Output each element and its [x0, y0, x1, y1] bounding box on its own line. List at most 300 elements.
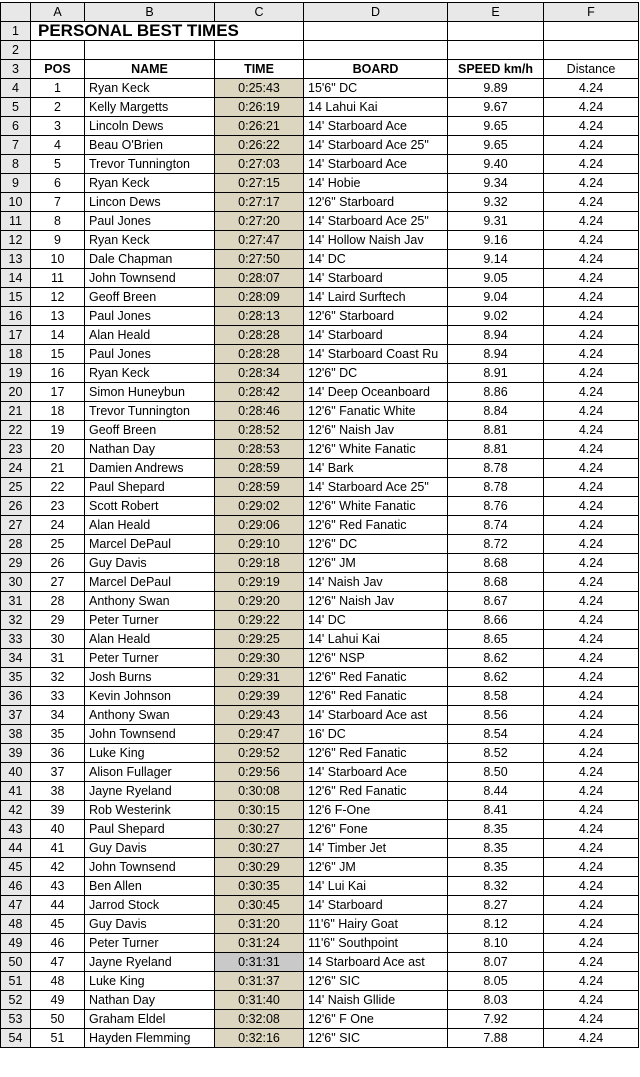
row-number[interactable]: 38 [1, 725, 31, 744]
name-cell[interactable]: Paul Shepard [85, 820, 215, 839]
pos-cell[interactable]: 18 [31, 402, 85, 421]
name-cell[interactable]: Ben Allen [85, 877, 215, 896]
speed-cell[interactable]: 8.81 [448, 440, 544, 459]
pos-cell[interactable]: 15 [31, 345, 85, 364]
time-cell[interactable]: 0:28:53 [215, 440, 304, 459]
time-cell[interactable]: 0:29:31 [215, 668, 304, 687]
time-cell[interactable]: 0:26:19 [215, 98, 304, 117]
row-number[interactable]: 10 [1, 193, 31, 212]
time-cell[interactable]: 0:29:06 [215, 516, 304, 535]
speed-cell[interactable]: 9.31 [448, 212, 544, 231]
name-cell[interactable]: Lincoln Dews [85, 117, 215, 136]
name-cell[interactable]: John Townsend [85, 269, 215, 288]
speed-cell[interactable]: 8.62 [448, 668, 544, 687]
board-cell[interactable]: 14' Starboard Ace 25" [304, 212, 448, 231]
name-cell[interactable]: Kelly Margetts [85, 98, 215, 117]
pos-cell[interactable]: 49 [31, 991, 85, 1010]
name-cell[interactable]: Jayne Ryeland [85, 782, 215, 801]
name-cell[interactable]: Jayne Ryeland [85, 953, 215, 972]
name-cell[interactable]: Peter Turner [85, 649, 215, 668]
name-cell[interactable]: Damien Andrews [85, 459, 215, 478]
name-cell[interactable]: Ryan Keck [85, 231, 215, 250]
time-cell[interactable]: 0:28:09 [215, 288, 304, 307]
distance-cell[interactable]: 4.24 [544, 421, 639, 440]
name-cell[interactable]: John Townsend [85, 858, 215, 877]
distance-cell[interactable]: 4.24 [544, 459, 639, 478]
distance-cell[interactable]: 4.24 [544, 820, 639, 839]
name-cell[interactable]: Paul Jones [85, 307, 215, 326]
cell[interactable] [544, 41, 639, 60]
name-cell[interactable]: Geoff Breen [85, 421, 215, 440]
name-cell[interactable]: Ryan Keck [85, 174, 215, 193]
time-cell[interactable]: 0:31:37 [215, 972, 304, 991]
time-cell[interactable]: 0:29:52 [215, 744, 304, 763]
board-cell[interactable]: 12'6" Red Fanatic [304, 687, 448, 706]
speed-cell[interactable]: 8.68 [448, 554, 544, 573]
time-cell[interactable]: 0:29:20 [215, 592, 304, 611]
pos-cell[interactable]: 39 [31, 801, 85, 820]
speed-cell[interactable]: 8.94 [448, 345, 544, 364]
distance-cell[interactable]: 4.24 [544, 801, 639, 820]
pos-cell[interactable]: 41 [31, 839, 85, 858]
row-number[interactable]: 54 [1, 1029, 31, 1048]
pos-cell[interactable]: 12 [31, 288, 85, 307]
time-cell[interactable]: 0:29:25 [215, 630, 304, 649]
row-number[interactable]: 47 [1, 896, 31, 915]
board-cell[interactable]: 14' DC [304, 611, 448, 630]
board-cell[interactable]: 14' Naish Gllide [304, 991, 448, 1010]
row-number[interactable]: 3 [1, 60, 31, 79]
pos-cell[interactable]: 47 [31, 953, 85, 972]
distance-header[interactable]: Distance [544, 60, 639, 79]
time-cell[interactable]: 0:27:03 [215, 155, 304, 174]
speed-cell[interactable]: 9.05 [448, 269, 544, 288]
pos-cell[interactable]: 40 [31, 820, 85, 839]
time-cell[interactable]: 0:28:28 [215, 326, 304, 345]
pos-cell[interactable]: 27 [31, 573, 85, 592]
time-cell[interactable]: 0:28:59 [215, 478, 304, 497]
distance-cell[interactable]: 4.24 [544, 497, 639, 516]
distance-cell[interactable]: 4.24 [544, 611, 639, 630]
speed-cell[interactable]: 8.66 [448, 611, 544, 630]
name-cell[interactable]: Beau O'Brien [85, 136, 215, 155]
row-number[interactable]: 25 [1, 478, 31, 497]
time-cell[interactable]: 0:29:43 [215, 706, 304, 725]
speed-cell[interactable]: 8.76 [448, 497, 544, 516]
time-cell[interactable]: 0:27:20 [215, 212, 304, 231]
time-cell[interactable]: 0:27:15 [215, 174, 304, 193]
pos-cell[interactable]: 34 [31, 706, 85, 725]
pos-cell[interactable]: 3 [31, 117, 85, 136]
name-cell[interactable]: Trevor Tunnington [85, 402, 215, 421]
time-cell[interactable]: 0:29:47 [215, 725, 304, 744]
board-cell[interactable]: 12'6" NSP [304, 649, 448, 668]
name-cell[interactable]: Trevor Tunnington [85, 155, 215, 174]
board-cell[interactable]: 14' Starboard Ace 25" [304, 136, 448, 155]
row-number[interactable]: 9 [1, 174, 31, 193]
speed-cell[interactable]: 8.05 [448, 972, 544, 991]
column-header-b[interactable]: B [85, 3, 215, 22]
row-number[interactable]: 24 [1, 459, 31, 478]
board-header[interactable]: BOARD [304, 60, 448, 79]
pos-cell[interactable]: 33 [31, 687, 85, 706]
distance-cell[interactable]: 4.24 [544, 687, 639, 706]
board-cell[interactable]: 12'6" Naish Jav [304, 421, 448, 440]
pos-cell[interactable]: 45 [31, 915, 85, 934]
board-cell[interactable]: 14' Naish Jav [304, 573, 448, 592]
speed-cell[interactable]: 8.62 [448, 649, 544, 668]
distance-cell[interactable]: 4.24 [544, 858, 639, 877]
row-number[interactable]: 48 [1, 915, 31, 934]
time-cell[interactable]: 0:26:21 [215, 117, 304, 136]
time-cell[interactable]: 0:30:27 [215, 839, 304, 858]
pos-cell[interactable]: 9 [31, 231, 85, 250]
time-cell[interactable]: 0:28:46 [215, 402, 304, 421]
distance-cell[interactable]: 4.24 [544, 212, 639, 231]
pos-cell[interactable]: 46 [31, 934, 85, 953]
distance-cell[interactable]: 4.24 [544, 896, 639, 915]
pos-cell[interactable]: 48 [31, 972, 85, 991]
name-cell[interactable]: Jarrod Stock [85, 896, 215, 915]
speed-cell[interactable]: 8.67 [448, 592, 544, 611]
name-cell[interactable]: Anthony Swan [85, 706, 215, 725]
distance-cell[interactable]: 4.24 [544, 839, 639, 858]
board-cell[interactable]: 12'6" DC [304, 535, 448, 554]
board-cell[interactable]: 12'6" Naish Jav [304, 592, 448, 611]
pos-cell[interactable]: 20 [31, 440, 85, 459]
pos-cell[interactable]: 32 [31, 668, 85, 687]
distance-cell[interactable]: 4.24 [544, 174, 639, 193]
row-number[interactable]: 15 [1, 288, 31, 307]
speed-cell[interactable]: 8.52 [448, 744, 544, 763]
time-cell[interactable]: 0:28:59 [215, 459, 304, 478]
board-cell[interactable]: 12'6" Red Fanatic [304, 668, 448, 687]
name-cell[interactable]: Anthony Swan [85, 592, 215, 611]
name-cell[interactable]: Geoff Breen [85, 288, 215, 307]
row-number[interactable]: 32 [1, 611, 31, 630]
board-cell[interactable]: 12'6" JM [304, 858, 448, 877]
row-number[interactable]: 52 [1, 991, 31, 1010]
name-cell[interactable]: Nathan Day [85, 440, 215, 459]
distance-cell[interactable]: 4.24 [544, 269, 639, 288]
name-cell[interactable]: Hayden Flemming [85, 1029, 215, 1048]
time-cell[interactable]: 0:29:19 [215, 573, 304, 592]
speed-cell[interactable]: 8.56 [448, 706, 544, 725]
distance-cell[interactable]: 4.24 [544, 98, 639, 117]
board-cell[interactable]: 12'6" SIC [304, 1029, 448, 1048]
name-cell[interactable]: Rob Westerink [85, 801, 215, 820]
name-cell[interactable]: Ryan Keck [85, 364, 215, 383]
board-cell[interactable]: 12'6" Fanatic White [304, 402, 448, 421]
speed-cell[interactable]: 7.88 [448, 1029, 544, 1048]
time-cell[interactable]: 0:28:42 [215, 383, 304, 402]
pos-cell[interactable]: 29 [31, 611, 85, 630]
speed-cell[interactable]: 9.04 [448, 288, 544, 307]
distance-cell[interactable]: 4.24 [544, 744, 639, 763]
row-number[interactable]: 46 [1, 877, 31, 896]
speed-cell[interactable]: 8.50 [448, 763, 544, 782]
row-number[interactable]: 44 [1, 839, 31, 858]
time-cell[interactable]: 0:28:13 [215, 307, 304, 326]
pos-cell[interactable]: 51 [31, 1029, 85, 1048]
row-number[interactable]: 6 [1, 117, 31, 136]
speed-cell[interactable]: 9.65 [448, 117, 544, 136]
pos-cell[interactable]: 1 [31, 79, 85, 98]
pos-cell[interactable]: 44 [31, 896, 85, 915]
distance-cell[interactable]: 4.24 [544, 231, 639, 250]
board-cell[interactable]: 16' DC [304, 725, 448, 744]
cell[interactable] [85, 41, 215, 60]
speed-cell[interactable]: 8.84 [448, 402, 544, 421]
board-cell[interactable]: 14' Deep Oceanboard [304, 383, 448, 402]
distance-cell[interactable]: 4.24 [544, 193, 639, 212]
speed-cell[interactable]: 8.68 [448, 573, 544, 592]
name-cell[interactable]: Peter Turner [85, 611, 215, 630]
speed-cell[interactable]: 8.94 [448, 326, 544, 345]
row-number[interactable]: 43 [1, 820, 31, 839]
pos-cell[interactable]: 35 [31, 725, 85, 744]
column-header-d[interactable]: D [304, 3, 448, 22]
board-cell[interactable]: 14' Hobie [304, 174, 448, 193]
row-number[interactable]: 2 [1, 41, 31, 60]
board-cell[interactable]: 12'6" DC [304, 364, 448, 383]
row-number[interactable]: 26 [1, 497, 31, 516]
speed-cell[interactable]: 8.78 [448, 459, 544, 478]
board-cell[interactable]: 14' Hollow Naish Jav [304, 231, 448, 250]
distance-cell[interactable]: 4.24 [544, 953, 639, 972]
board-cell[interactable]: 14' Starboard [304, 326, 448, 345]
column-header-f[interactable]: F [544, 3, 639, 22]
board-cell[interactable]: 11'6" Southpoint [304, 934, 448, 953]
row-number[interactable]: 11 [1, 212, 31, 231]
distance-cell[interactable]: 4.24 [544, 915, 639, 934]
distance-cell[interactable]: 4.24 [544, 440, 639, 459]
speed-cell[interactable]: 9.89 [448, 79, 544, 98]
cell[interactable] [304, 41, 448, 60]
row-number[interactable]: 29 [1, 554, 31, 573]
pos-cell[interactable]: 36 [31, 744, 85, 763]
cell[interactable] [31, 41, 85, 60]
row-number[interactable]: 22 [1, 421, 31, 440]
time-cell[interactable]: 0:29:18 [215, 554, 304, 573]
column-header-c[interactable]: C [215, 3, 304, 22]
speed-cell[interactable]: 8.44 [448, 782, 544, 801]
name-cell[interactable]: Guy Davis [85, 554, 215, 573]
pos-cell[interactable]: 42 [31, 858, 85, 877]
speed-cell[interactable]: 8.72 [448, 535, 544, 554]
board-cell[interactable]: 14' Starboard Ace ast [304, 706, 448, 725]
speed-header[interactable]: SPEED km/h [448, 60, 544, 79]
speed-cell[interactable]: 8.32 [448, 877, 544, 896]
name-cell[interactable]: Guy Davis [85, 839, 215, 858]
distance-cell[interactable]: 4.24 [544, 402, 639, 421]
time-cell[interactable]: 0:30:35 [215, 877, 304, 896]
speed-cell[interactable]: 8.58 [448, 687, 544, 706]
speed-cell[interactable]: 9.65 [448, 136, 544, 155]
pos-cell[interactable]: 28 [31, 592, 85, 611]
board-cell[interactable]: 15'6" DC [304, 79, 448, 98]
distance-cell[interactable]: 4.24 [544, 934, 639, 953]
row-number[interactable]: 53 [1, 1010, 31, 1029]
row-number[interactable]: 50 [1, 953, 31, 972]
speed-cell[interactable]: 8.81 [448, 421, 544, 440]
board-cell[interactable]: 12'6" Starboard [304, 307, 448, 326]
distance-cell[interactable]: 4.24 [544, 345, 639, 364]
row-number[interactable]: 40 [1, 763, 31, 782]
name-cell[interactable]: Paul Jones [85, 212, 215, 231]
row-number[interactable]: 45 [1, 858, 31, 877]
board-cell[interactable]: 12'6" Fone [304, 820, 448, 839]
row-number[interactable]: 39 [1, 744, 31, 763]
distance-cell[interactable]: 4.24 [544, 288, 639, 307]
distance-cell[interactable]: 4.24 [544, 1010, 639, 1029]
speed-cell[interactable]: 9.40 [448, 155, 544, 174]
select-all-corner[interactable] [1, 3, 31, 22]
distance-cell[interactable]: 4.24 [544, 307, 639, 326]
time-cell[interactable]: 0:30:15 [215, 801, 304, 820]
name-cell[interactable]: John Townsend [85, 725, 215, 744]
name-cell[interactable]: Marcel DePaul [85, 535, 215, 554]
column-header-e[interactable]: E [448, 3, 544, 22]
distance-cell[interactable]: 4.24 [544, 250, 639, 269]
row-number[interactable]: 12 [1, 231, 31, 250]
pos-cell[interactable]: 8 [31, 212, 85, 231]
board-cell[interactable]: 12'6 F-One [304, 801, 448, 820]
distance-cell[interactable]: 4.24 [544, 573, 639, 592]
board-cell[interactable]: 14' Starboard Ace [304, 155, 448, 174]
row-number[interactable]: 42 [1, 801, 31, 820]
distance-cell[interactable]: 4.24 [544, 668, 639, 687]
pos-cell[interactable]: 10 [31, 250, 85, 269]
speed-cell[interactable]: 9.14 [448, 250, 544, 269]
name-cell[interactable]: Simon Huneybun [85, 383, 215, 402]
sheet-title[interactable]: PERSONAL BEST TIMES [31, 22, 304, 41]
row-number[interactable]: 36 [1, 687, 31, 706]
name-cell[interactable]: Graham Eldel [85, 1010, 215, 1029]
pos-cell[interactable]: 7 [31, 193, 85, 212]
speed-cell[interactable]: 8.03 [448, 991, 544, 1010]
pos-cell[interactable]: 22 [31, 478, 85, 497]
distance-cell[interactable]: 4.24 [544, 972, 639, 991]
speed-cell[interactable]: 8.27 [448, 896, 544, 915]
row-number[interactable]: 30 [1, 573, 31, 592]
time-cell[interactable]: 0:31:40 [215, 991, 304, 1010]
name-cell[interactable]: Alan Heald [85, 630, 215, 649]
pos-cell[interactable]: 6 [31, 174, 85, 193]
pos-cell[interactable]: 50 [31, 1010, 85, 1029]
time-cell[interactable]: 0:30:45 [215, 896, 304, 915]
speed-cell[interactable]: 8.86 [448, 383, 544, 402]
time-cell[interactable]: 0:31:20 [215, 915, 304, 934]
time-cell[interactable]: 0:29:02 [215, 497, 304, 516]
time-cell[interactable]: 0:31:31 [215, 953, 304, 972]
pos-cell[interactable]: 26 [31, 554, 85, 573]
row-number[interactable]: 8 [1, 155, 31, 174]
distance-cell[interactable]: 4.24 [544, 763, 639, 782]
pos-cell[interactable]: 17 [31, 383, 85, 402]
time-cell[interactable]: 0:27:47 [215, 231, 304, 250]
time-cell[interactable]: 0:27:17 [215, 193, 304, 212]
pos-cell[interactable]: 13 [31, 307, 85, 326]
name-cell[interactable]: Scott Robert [85, 497, 215, 516]
distance-cell[interactable]: 4.24 [544, 630, 639, 649]
name-cell[interactable]: Alison Fullager [85, 763, 215, 782]
speed-cell[interactable]: 8.35 [448, 820, 544, 839]
pos-cell[interactable]: 38 [31, 782, 85, 801]
time-cell[interactable]: 0:32:08 [215, 1010, 304, 1029]
time-cell[interactable]: 0:29:22 [215, 611, 304, 630]
board-cell[interactable]: 14' Starboard Ace [304, 763, 448, 782]
row-number[interactable]: 19 [1, 364, 31, 383]
name-cell[interactable]: Paul Shepard [85, 478, 215, 497]
name-cell[interactable]: Josh Burns [85, 668, 215, 687]
name-cell[interactable]: Ryan Keck [85, 79, 215, 98]
speed-cell[interactable]: 9.34 [448, 174, 544, 193]
speed-cell[interactable]: 8.54 [448, 725, 544, 744]
row-number[interactable]: 18 [1, 345, 31, 364]
distance-cell[interactable]: 4.24 [544, 117, 639, 136]
speed-cell[interactable]: 8.91 [448, 364, 544, 383]
cell[interactable] [544, 22, 639, 41]
distance-cell[interactable]: 4.24 [544, 877, 639, 896]
distance-cell[interactable]: 4.24 [544, 155, 639, 174]
distance-cell[interactable]: 4.24 [544, 706, 639, 725]
board-cell[interactable]: 14 Starboard Ace ast [304, 953, 448, 972]
row-number[interactable]: 23 [1, 440, 31, 459]
distance-cell[interactable]: 4.24 [544, 516, 639, 535]
time-header[interactable]: TIME [215, 60, 304, 79]
time-cell[interactable]: 0:30:08 [215, 782, 304, 801]
row-number[interactable]: 20 [1, 383, 31, 402]
name-cell[interactable]: Alan Heald [85, 326, 215, 345]
name-header[interactable]: NAME [85, 60, 215, 79]
speed-cell[interactable]: 8.35 [448, 858, 544, 877]
row-number[interactable]: 1 [1, 22, 31, 41]
pos-cell[interactable]: 5 [31, 155, 85, 174]
row-number[interactable]: 16 [1, 307, 31, 326]
row-number[interactable]: 33 [1, 630, 31, 649]
board-cell[interactable]: 14' Bark [304, 459, 448, 478]
distance-cell[interactable]: 4.24 [544, 136, 639, 155]
time-cell[interactable]: 0:29:10 [215, 535, 304, 554]
speed-cell[interactable]: 9.16 [448, 231, 544, 250]
speed-cell[interactable]: 8.41 [448, 801, 544, 820]
row-number[interactable]: 14 [1, 269, 31, 288]
pos-cell[interactable]: 4 [31, 136, 85, 155]
board-cell[interactable]: 11'6" Hairy Goat [304, 915, 448, 934]
name-cell[interactable]: Peter Turner [85, 934, 215, 953]
speed-cell[interactable]: 8.74 [448, 516, 544, 535]
pos-cell[interactable]: 23 [31, 497, 85, 516]
board-cell[interactable]: 12'6" White Fanatic [304, 440, 448, 459]
board-cell[interactable]: 14' Starboard Ace 25" [304, 478, 448, 497]
pos-cell[interactable]: 2 [31, 98, 85, 117]
distance-cell[interactable]: 4.24 [544, 725, 639, 744]
board-cell[interactable]: 14' DC [304, 250, 448, 269]
time-cell[interactable]: 0:25:43 [215, 79, 304, 98]
speed-cell[interactable]: 9.02 [448, 307, 544, 326]
row-number[interactable]: 49 [1, 934, 31, 953]
board-cell[interactable]: 14' Starboard Ace [304, 117, 448, 136]
name-cell[interactable]: Dale Chapman [85, 250, 215, 269]
row-number[interactable]: 5 [1, 98, 31, 117]
board-cell[interactable]: 14' Timber Jet [304, 839, 448, 858]
name-cell[interactable]: Lincon Dews [85, 193, 215, 212]
distance-cell[interactable]: 4.24 [544, 592, 639, 611]
distance-cell[interactable]: 4.24 [544, 79, 639, 98]
column-header-a[interactable]: A [31, 3, 85, 22]
pos-cell[interactable]: 25 [31, 535, 85, 554]
